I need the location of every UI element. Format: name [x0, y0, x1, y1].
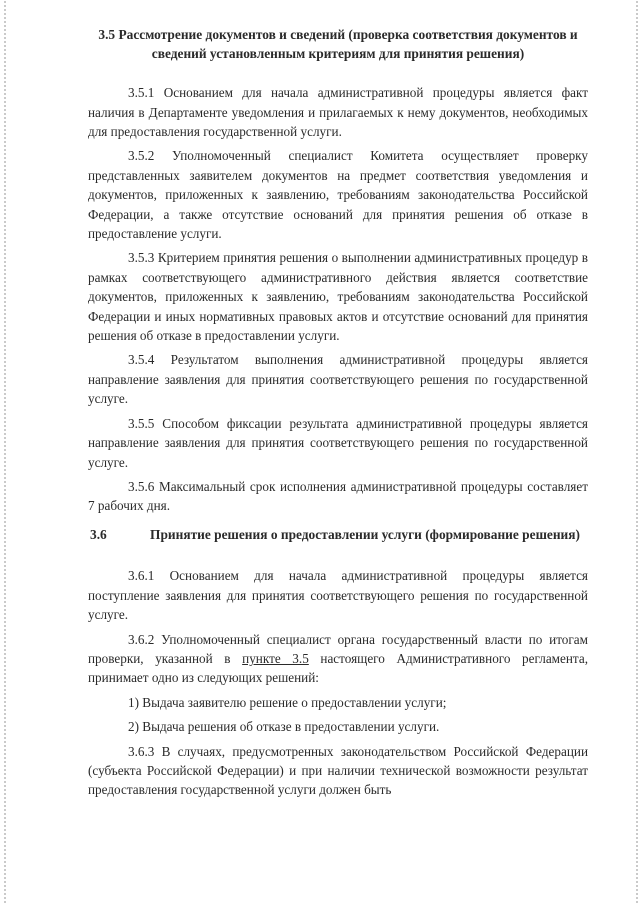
- section-3-6-number: 3.6: [90, 526, 107, 542]
- paragraph-3-5-2: 3.5.2 Уполномоченный специалист Комитета осуществляет проверку представленных заявителем документов на предмет соответствия уведомления и документов, приложенных к заявлению, требованиям законодательства Российской Федерации, а также отсутствие оснований для принятия решения об отказе в предоставление услуги.: [88, 148, 588, 242]
- paragraph-3-5-1: 3.5.1 Основанием для начала административной процедуры является факт наличия в Департаменте уведомления и прилагаемых к нему документов, необходимых для предоставления государственной услуги.: [88, 85, 588, 139]
- paragraph-3-6-3: 3.6.3 В случаях, предусмотренных законодательством Российской Федерации (субъекта Российской Федерации) и при наличии технической возможности результат предоставления государственной услуги должен быть: [88, 743, 588, 798]
- list-item-2: 2) Выдача решения об отказе в предоставлении услуги.: [128, 719, 440, 735]
- paragraph-3-6-1: 3.6.1 Основанием для начала административной процедуры является поступление заявления для принятия соответствующего решения по государственной услуге.: [88, 568, 588, 623]
- section-3-6-heading: [88, 526, 588, 545]
- paragraph-3-6-2: [88, 630, 588, 688]
- scan-edge-right: [636, 0, 638, 905]
- section-3-6-title: Принятие решения о предоставлении услуги (формирование решения): [150, 526, 580, 542]
- paragraph-3-5-4: 3.5.4 Результатом выполнения административной процедуры является направление заявления для принятия соответствующего решения по государственной услуге.: [88, 352, 588, 407]
- paragraph-3-5-3: 3.5.3 Критерием принятия решения о выполнении административных процедур в рамках соответствующего административного действия является соответствие документов, приложенных к заявлению, требованиям законодательства Российской Федерации и иных нормативных правовых актов и отсутствие оснований для принятия решения об отказе в предоставлении услуги.: [88, 250, 588, 344]
- list-item-1: 1) Выдача заявителю решение о предоставлении услуги;: [128, 694, 447, 710]
- paragraph-3-5-5: 3.5.5 Способом фиксации результата административной процедуры является направление заявления для принятия соответствующего решения по государственной услуге.: [88, 415, 588, 470]
- paragraph-3-6-2-end: настоящего Административного регламента, принимает одно из следующих решений:: [88, 650, 589, 686]
- section-3-5-heading: 3.5 Рассмотрение документов и сведений (проверка соответствия документов и сведений установленным критериям для принятия решения): [98, 27, 578, 61]
- scan-edge-left: [4, 0, 6, 905]
- paragraph-3-6-2-start: 3.6.2 Уполномоченный специалист органа государственный власти по итогам проверки, указанной в: [88, 631, 588, 666]
- document-page: [88, 26, 588, 805]
- clause-3-5-link[interactable]: пункте 3.5: [242, 650, 309, 666]
- paragraph-3-5-6: 3.5.6 Максимальный срок исполнения административной процедуры составляет 7 рабочих дня.: [88, 478, 588, 514]
